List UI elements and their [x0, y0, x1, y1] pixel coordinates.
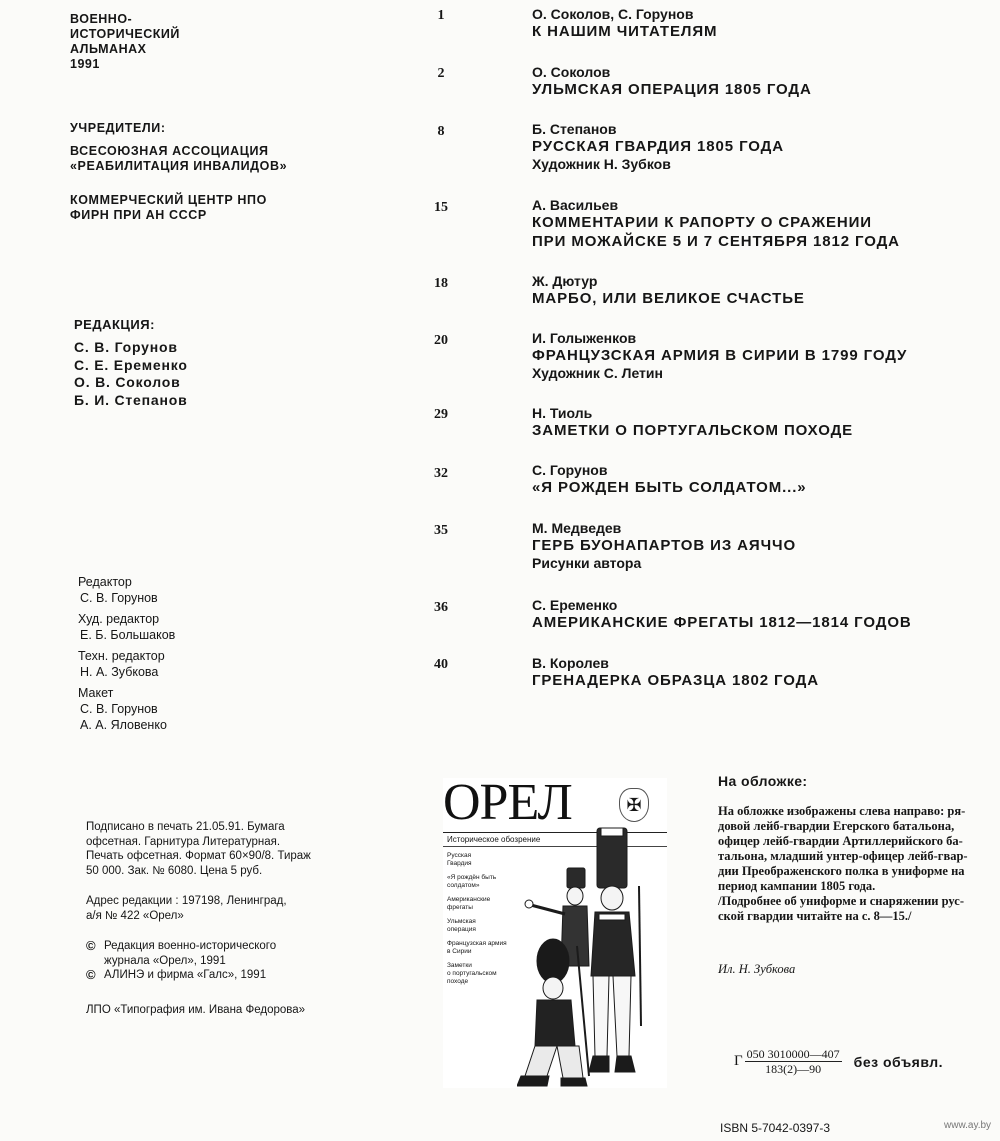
printer-line: ЛПО «Типография им. Ивана Федорова» — [86, 1003, 306, 1016]
toc-title: ФРАНЦУЗСКАЯ АРМИЯ В СИРИИ В 1799 ГОДУ — [532, 347, 908, 364]
caption-line: ской гвардии читайте на с. 8—15./ — [718, 909, 912, 923]
print-line: 50 000. Зак. № 6080. Цена 5 руб. — [86, 864, 263, 877]
toc-author: Ж. Дютур — [532, 273, 598, 289]
toc-entry — [532, 520, 796, 572]
founder-org1-line: ВСЕСОЮЗНАЯ АССОЦИАЦИЯ — [70, 144, 269, 158]
toc-entry — [532, 64, 812, 99]
founder-org2-line: ФИРН ПРИ АН СССР — [70, 208, 207, 222]
toc-subtitle: Художник С. Летин — [532, 365, 663, 381]
staff-name: С. В. Горунов — [80, 702, 158, 716]
toc-author: А. Васильев — [532, 197, 619, 213]
almanac-year: 1991 — [70, 57, 100, 71]
cover-list-item: Американские фрегаты — [447, 896, 491, 911]
cover-logo: ОРЕЛ — [443, 778, 572, 831]
toc-author: С. Горунов — [532, 462, 608, 478]
toc-entry — [532, 597, 912, 632]
copyright-line: АЛИНЭ и фирма «Галс», 1991 — [104, 969, 267, 981]
toc-page-number: 18 — [434, 276, 448, 291]
toc-title: КОММЕНТАРИИ К РАПОРТУ О СРАЖЕНИИ — [532, 214, 872, 231]
address-line: Адрес редакции : 197198, Ленинград, — [86, 895, 287, 907]
copyright-block — [86, 939, 376, 983]
print-details — [86, 820, 376, 878]
editorial-member: С. В. Горунов — [74, 339, 178, 355]
toc-page-number: 20 — [434, 333, 448, 348]
founders-block — [70, 121, 287, 223]
staff-role: Худ. редактор — [78, 612, 160, 626]
toc-entry — [532, 273, 805, 308]
toc-author: Н. Тиоль — [532, 405, 593, 421]
toc-title: ПРИ МОЖАЙСКЕ 5 И 7 СЕНТЯБРЯ 1812 ГОДА — [532, 233, 900, 250]
watermark: www.ay.by — [944, 1120, 992, 1131]
caption-line: тальона, младший унтер-офицер лейб-гвар- — [718, 849, 968, 863]
toc-author: М. Медведев — [532, 520, 622, 536]
illustrator-credit: Ил. Н. Зубкова — [718, 962, 796, 976]
toc-entry — [532, 405, 853, 440]
staff-name: А. А. Яловенко — [80, 718, 167, 732]
toc-title: РУССКАЯ ГВАРДИЯ 1805 ГОДА — [532, 138, 784, 155]
cover-contents-list — [447, 852, 521, 992]
toc-title: ЗАМЕТКИ О ПОРТУГАЛЬСКОМ ПОХОДЕ — [532, 422, 854, 439]
copyright-icon: © — [86, 967, 96, 982]
toc-page-number: 2 — [437, 66, 445, 81]
cover-list-item: «Я рождён быть солдатом» — [447, 874, 497, 889]
toc-page-number: 8 — [437, 124, 445, 139]
cover-list-item: Заметки о португальском походе — [447, 962, 497, 985]
editorial-member: С. Е. Еременко — [74, 356, 188, 373]
founder-org2-line: КОММЕРЧЕСКИЙ ЦЕНТР НПО — [70, 193, 267, 207]
isbn: ISBN 5-7042-0397-3 — [720, 1121, 831, 1135]
soldiers-illustration — [517, 826, 667, 1088]
toc-author: В. Королев — [532, 655, 609, 671]
toc-subtitle: Художник Н. Зубков — [532, 156, 671, 172]
editorial-heading: РЕДАКЦИЯ: — [74, 317, 155, 332]
index-note: без объявл. — [853, 1053, 944, 1070]
toc-entry — [532, 330, 907, 382]
toc-page-number: 15 — [434, 200, 448, 215]
staff-credits — [78, 574, 175, 738]
toc-subtitle: Рисунки автора — [532, 555, 642, 571]
toc-author: О. Соколов — [532, 64, 611, 80]
toc-title: ГЕРБ БУОНАПАРТОВ ИЗ АЯЧЧО — [532, 537, 797, 554]
toc-page-number: 1 — [437, 8, 445, 23]
staff-role: Редактор — [78, 575, 132, 589]
toc-entry — [532, 462, 807, 497]
almanac-line: ВОЕННО- — [70, 12, 133, 26]
toc-title: МАРБО, ИЛИ ВЕЛИКОЕ СЧАСТЬЕ — [532, 290, 805, 307]
staff-name: Н. А. Зубкова — [80, 665, 159, 679]
cover-thumbnail — [443, 778, 667, 1088]
print-line: Печать офсетная. Формат 60×90/8. Тираж — [86, 850, 311, 862]
toc-author: С. Еременко — [532, 597, 618, 613]
caption-line: /Подробнее об униформе и снаряжении рус- — [718, 894, 964, 908]
staff-group — [78, 611, 175, 643]
toc-entry — [532, 6, 717, 41]
cover-caption-heading: На обложке: — [718, 773, 808, 789]
toc-page-number: 35 — [434, 523, 448, 538]
caption-line: На обложке изображены слева направо: ря- — [718, 804, 966, 818]
editorial-member: Б. И. Степанов — [74, 391, 188, 408]
toc-page-number: 40 — [434, 657, 448, 672]
publication-index — [734, 1047, 943, 1076]
toc-page-number: 36 — [434, 600, 448, 615]
copyright-icon: © — [86, 938, 96, 953]
editorial-member: О. В. Соколов — [74, 374, 181, 390]
toc-entry — [532, 121, 784, 173]
caption-line: период кампании 1805 года. — [718, 879, 876, 893]
toc-title: «Я РОЖДЕН БЫТЬ СОЛДАТОМ...» — [532, 479, 807, 496]
toc-title: УЛЬМСКАЯ ОПЕРАЦИЯ 1805 ГОДА — [532, 81, 812, 98]
index-fraction — [745, 1047, 842, 1076]
editorial-board — [74, 316, 188, 409]
founder-org1-line: «РЕАБИЛИТАЦИЯ ИНВАЛИДОВ» — [70, 159, 288, 173]
staff-name: С. В. Горунов — [80, 591, 158, 605]
staff-role: Техн. редактор — [78, 649, 165, 663]
cover-list-item: Русская Гвардия — [447, 852, 472, 867]
caption-line: дии Преображенского полка в униформе на — [718, 864, 965, 878]
toc-title: К НАШИМ ЧИТАТЕЛЯМ — [532, 23, 718, 40]
staff-name: Е. Б. Большаков — [80, 628, 176, 642]
toc-title: ГРЕНАДЕРКА ОБРАЗЦА 1802 ГОДА — [532, 672, 819, 689]
imprint-block — [86, 820, 376, 1017]
toc-entry — [532, 655, 819, 690]
print-line: офсетная. Гарнитура Литературная. — [86, 835, 281, 848]
toc-page-number: 32 — [434, 466, 448, 481]
toc-entry — [532, 197, 900, 251]
caption-line: офицер лейб-гвардии Артиллерийского ба- — [718, 834, 963, 848]
index-denominator: 183(2)—90 — [765, 1062, 822, 1076]
copyright-line: Редакция военно-исторического — [104, 940, 277, 952]
eagle-emblem-icon: ✠ — [619, 788, 649, 822]
index-numerator: 050 3010000—407 — [746, 1047, 840, 1061]
staff-role: Макет — [78, 686, 114, 700]
caption-line: довой лейб-гвардии Егерского батальона, — [718, 819, 955, 833]
address-line: а/я № 422 «Орел» — [86, 909, 184, 922]
editorial-address — [86, 894, 376, 923]
toc-author: Б. Степанов — [532, 121, 617, 137]
almanac-line: ИСТОРИЧЕСКИЙ — [70, 27, 180, 41]
index-prefix: Г — [734, 1053, 743, 1069]
toc-author: О. Соколов, С. Горунов — [532, 6, 694, 22]
staff-group — [78, 685, 175, 733]
toc-page-number: 29 — [434, 407, 448, 422]
almanac-line: АЛЬМАНАХ — [70, 42, 147, 56]
cover-list-item: Французская армия в Сирии — [447, 940, 507, 955]
almanac-title — [70, 12, 180, 72]
cover-list-item: Ульмская операция — [447, 918, 476, 933]
cover-caption-text — [718, 804, 1000, 924]
staff-group — [78, 648, 175, 680]
staff-group — [78, 574, 175, 606]
toc-title: АМЕРИКАНСКИЕ ФРЕГАТЫ 1812—1814 ГОДОВ — [532, 614, 912, 631]
toc-author: И. Голыженков — [532, 330, 637, 346]
cover-subtitle: Историческое обозрение — [447, 835, 541, 844]
print-line: Подписано в печать 21.05.91. Бумага — [86, 821, 285, 833]
copyright-line: журнала «Орел», 1991 — [104, 954, 226, 967]
founders-heading: УЧРЕДИТЕЛИ: — [70, 121, 166, 135]
